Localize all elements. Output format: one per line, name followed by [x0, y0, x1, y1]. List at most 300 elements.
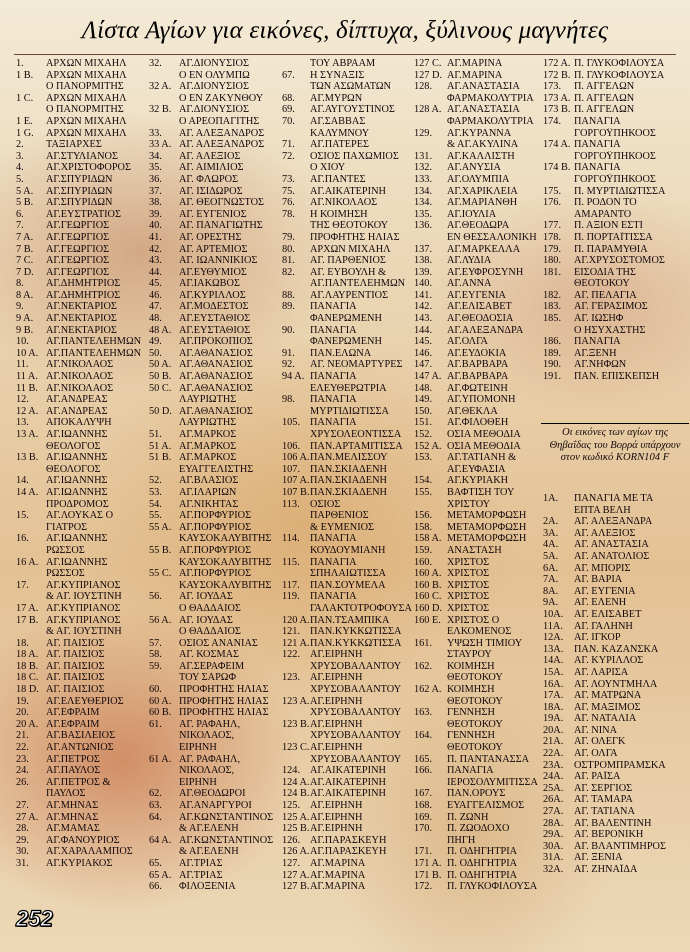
- item-number: 73.: [282, 173, 295, 185]
- item-name: ΑΓ. ΞΕΝΙΑ: [574, 852, 623, 864]
- item-name: ΠΑΝΑΓΙΑ: [310, 394, 357, 406]
- list-item: [543, 359, 690, 371]
- item-number: [149, 730, 179, 742]
- list-item: [149, 128, 287, 140]
- item-number: 160 D.: [414, 602, 443, 614]
- item-number: 63.: [149, 800, 162, 811]
- list-item: [16, 638, 148, 650]
- title-rule: [14, 54, 676, 55]
- item-number: 36.: [149, 173, 162, 185]
- item-number: 25A.: [543, 782, 564, 794]
- list-item: [149, 220, 287, 232]
- item-number: 181.: [543, 266, 562, 278]
- list-item: [16, 359, 148, 371]
- list-item: [149, 475, 287, 487]
- item-number: 158 A.: [414, 533, 442, 545]
- item-name: ΑΓ.ΒΑΡΒΑΡΑ: [447, 359, 509, 371]
- list-item: [16, 707, 148, 719]
- item-name: ΦΑΝΕΡΩΜΕΝΗ: [310, 313, 382, 325]
- list-item: [282, 116, 414, 128]
- item-name: ΑΓ.ΜΥΡΩΝ: [310, 92, 363, 104]
- list-item: [282, 104, 414, 116]
- item-number: 53.: [149, 486, 162, 498]
- item-name: Ο ΘΑΔΔΑΙΟΣ: [179, 602, 241, 614]
- item-number: 31A.: [543, 852, 564, 864]
- item-number: 52.: [149, 475, 162, 487]
- item-name: Π. ΠΑΡΑΜΥΘΙΑ: [574, 243, 648, 255]
- item-name: ΑΓ.ΔΗΜΗΤΡΙΟΣ: [46, 289, 121, 301]
- item-name: ΑΓ.ΚΑΛΛΙΣΤΗ: [447, 150, 515, 162]
- item-number: [414, 93, 447, 105]
- item-number: 162.: [414, 660, 433, 672]
- item-name: ΑΓ.ΑΘΑΝΑΣΙΟΣ: [179, 359, 253, 371]
- list-item: [16, 301, 148, 313]
- item-name: ΑΓ. ΠΕΛΑΓΙΑ: [574, 289, 637, 301]
- item-number: 15A.: [543, 666, 564, 678]
- list-item: [149, 730, 287, 742]
- item-name: ΑΓ.ΕΛΙΣΑΒΕΤ: [447, 301, 512, 313]
- list-item: [414, 533, 549, 545]
- list-item: [149, 278, 287, 290]
- item-name: ΧΡΙΣΤΟΣ: [447, 591, 490, 603]
- list-item: [149, 638, 287, 650]
- list-item: [16, 823, 148, 835]
- item-name: ΑΓ.ΘΕΟΔΟΣΙΑ: [447, 313, 514, 325]
- list-item: [282, 580, 414, 592]
- item-number: 119.: [282, 591, 300, 603]
- item-number: 183.: [543, 301, 562, 313]
- item-number: 7 B.: [16, 243, 34, 255]
- item-name: ΑΓ.ΕΙΡΗΝΗ: [310, 718, 363, 730]
- list-item: [543, 151, 690, 163]
- list-item: [414, 812, 549, 824]
- item-number: 105.: [282, 417, 301, 429]
- item-name: ΠΑΝ.ΣΚΙΑΔΕΝΗ: [310, 463, 387, 475]
- list-item: [149, 394, 287, 406]
- list-item: [282, 81, 414, 93]
- item-number: 71.: [282, 139, 295, 151]
- item-number: 174 B.: [543, 162, 571, 174]
- item-number: [149, 777, 179, 789]
- item-name: ΜΥΡΤΙΔΙΩΤΙΣΣΑ: [310, 405, 389, 417]
- item-name: Π. ΓΛΥΚΟΦΙΛΟΥΣΑ: [574, 69, 665, 81]
- list-item: [16, 800, 148, 812]
- item-name: ΤΩΝ ΑΣΩΜΑΤΩΝ: [310, 81, 391, 93]
- list-item: [282, 313, 414, 325]
- item-name: ΠΡΟΦΗΤΗΣ ΗΛΙΑΣ: [179, 695, 269, 707]
- item-name: ΑΓ. ΓΑΛΗΝΗ: [574, 620, 633, 632]
- list-item: [149, 499, 287, 511]
- item-number: [282, 661, 310, 673]
- list-item: [282, 638, 414, 650]
- item-number: [282, 336, 310, 348]
- item-number: 10A.: [543, 608, 564, 620]
- list-item: [149, 522, 287, 534]
- list-item: [16, 568, 148, 580]
- item-name: ΑΓ.ΣΑΒΒΑΣ: [310, 115, 366, 127]
- item-number: 146.: [414, 347, 433, 359]
- item-number: [149, 672, 179, 684]
- item-name: ΑΓ.ΑΘΑΝΑΣΙΟΣ: [179, 371, 253, 383]
- item-number: 3A.: [543, 527, 559, 539]
- list-item: [149, 591, 287, 603]
- list-item: [414, 162, 549, 174]
- list-item: [282, 139, 414, 151]
- item-number: 32A.: [543, 864, 564, 875]
- item-number: [16, 499, 46, 511]
- item-name: ΘΕΟΛΟΓΟΣ: [46, 440, 101, 452]
- item-number: 191.: [543, 371, 562, 383]
- item-number: 124 A.: [282, 776, 310, 788]
- item-number: 190.: [543, 359, 562, 371]
- list-item: [543, 609, 690, 621]
- item-number: 27 A.: [16, 811, 39, 823]
- item-number: 7 C.: [16, 255, 34, 267]
- item-name: ΑΓ.ΛΥΔΙΑ: [447, 255, 492, 267]
- item-number: 156.: [414, 510, 433, 522]
- item-number: 75.: [282, 185, 295, 197]
- item-number: [16, 788, 46, 800]
- item-number: 34.: [149, 150, 162, 162]
- item-number: [16, 626, 46, 638]
- list-item: [543, 574, 690, 586]
- list-item: [282, 359, 414, 371]
- list-item: [16, 615, 148, 627]
- list-item: [149, 174, 287, 186]
- item-name: ΚΑΥΣΟΚΑΛΥΒΙΤΗΣ: [179, 579, 272, 591]
- list-item: [149, 603, 287, 615]
- item-name: Ο ΑΡΕΟΠΑΓΙΤΗΣ: [179, 115, 260, 127]
- item-number: 19.: [16, 695, 29, 707]
- item-name: ΑΓ.ΠΕΤΡΟΣ: [46, 753, 100, 765]
- item-name: ΑΓ.ΠΟΡΦΥΡΙΟΣ: [179, 521, 252, 533]
- list-item: [149, 626, 287, 638]
- item-number: 175.: [543, 185, 562, 197]
- item-number: 168.: [414, 800, 433, 811]
- item-name: ΠΑΝΑΓΙΑ: [310, 324, 357, 336]
- item-number: 90.: [282, 324, 295, 336]
- item-name: ΑΓ. ΙΣΙΔΩΡΟΣ: [179, 185, 243, 197]
- item-name: ΑΓ.ΝΕΚΤΑΡΙΟΣ: [46, 301, 117, 313]
- item-number: [414, 742, 447, 754]
- item-number: [282, 58, 310, 70]
- item-number: 94 A.: [282, 371, 305, 383]
- item-number: [414, 139, 447, 151]
- item-name: ΑΓ.ΠΟΡΦΥΡΙΟΣ: [179, 544, 252, 556]
- item-number: 167.: [414, 788, 433, 800]
- item-number: 107 B.: [282, 486, 310, 498]
- list-item: [414, 278, 549, 290]
- item-number: 8 A.: [16, 289, 34, 301]
- item-name: ΑΓ.ΓΕΩΡΓΙΟΣ: [46, 255, 110, 267]
- item-number: 147.: [414, 359, 433, 371]
- list-item: [414, 591, 549, 603]
- list-item: [543, 852, 690, 864]
- item-number: [149, 116, 179, 128]
- item-number: [282, 707, 310, 719]
- list-item: [414, 116, 549, 128]
- list-item: [543, 70, 690, 82]
- list-item: [282, 707, 414, 719]
- item-number: 91.: [282, 347, 295, 359]
- list-item: [282, 823, 414, 835]
- item-number: 17 A.: [16, 602, 39, 614]
- item-number: [149, 823, 179, 835]
- item-number: 147 A.: [414, 371, 442, 383]
- list-item: [16, 858, 148, 870]
- list-item: [282, 162, 414, 174]
- list-item: [16, 464, 148, 476]
- item-name: ΑΓ.ΘΕΚΛΑ: [447, 405, 498, 417]
- list-item: [543, 794, 690, 806]
- item-name: ΧΡΙΣΤΟΣ Ο: [447, 614, 500, 626]
- item-number: 132.: [414, 162, 433, 174]
- item-number: 92.: [282, 359, 295, 371]
- list-item: [543, 621, 690, 633]
- item-number: 79.: [282, 231, 295, 243]
- item-name: ΠΑΝΑΓΙΑ: [574, 162, 621, 174]
- item-number: 124.: [282, 765, 301, 777]
- item-number: 22A.: [543, 748, 564, 760]
- list-item: [16, 128, 148, 140]
- item-name: ΑΓ.ΑΝΔΡΕΑΣ: [46, 394, 108, 406]
- item-name: ΕΠΤΑ ΒΕΛΗ: [574, 504, 631, 516]
- item-number: 10 A.: [16, 347, 39, 359]
- item-number: 172 B.: [543, 69, 571, 81]
- item-number: 27A.: [543, 806, 564, 818]
- item-name: ΧΡΙΣΤΟΣ: [447, 579, 490, 591]
- list-item: [149, 325, 287, 337]
- list-item: [149, 858, 287, 870]
- list-item: [149, 812, 287, 824]
- item-name: ΣΠΗΛΑΙΩΤΙΣΣΑ: [310, 568, 386, 580]
- item-name: ΑΓ.ΕΙΡΗΝΗ: [310, 672, 363, 684]
- item-number: 9 A.: [16, 313, 34, 325]
- item-name: ΦΑΡΜΑΚΟΛΥΤΡΙΑ: [447, 115, 534, 127]
- list-item: [282, 615, 414, 627]
- list-item: [414, 858, 549, 870]
- item-number: 18.: [16, 637, 29, 649]
- item-number: [282, 603, 310, 615]
- item-number: [543, 505, 574, 517]
- item-name: ΑΓ.ΜΑΡΚΕΛΛΑ: [447, 243, 521, 255]
- item-name: ΑΓ.ΝΙΚΟΛΑΟΣ: [46, 359, 114, 371]
- list-item: [149, 104, 287, 116]
- list-column-5: [543, 58, 690, 383]
- list-item: [543, 829, 690, 841]
- item-name: ΑΓ.ΤΡΙΑΣ: [179, 857, 223, 869]
- list-item: [543, 667, 690, 679]
- item-name: ΑΓ. ΠΑΙΣΙΟΣ: [46, 672, 105, 684]
- item-number: [414, 116, 447, 128]
- item-number: 9A.: [543, 597, 559, 609]
- list-item: [543, 771, 690, 783]
- item-number: 59.: [149, 660, 162, 672]
- item-name: ΘΕΟΤΟΚΟΥ: [447, 695, 503, 707]
- item-name: ΕΙΡΗΝΗ: [179, 742, 217, 754]
- item-name: ΑΓ. ΜΠΟΡΙΣ: [574, 562, 631, 574]
- item-number: 7 A.: [16, 231, 34, 243]
- list-item: [414, 835, 549, 847]
- item-number: 171 A.: [414, 857, 442, 869]
- item-name: ΑΓ. ΕΥΓΕΝΙΟΣ: [179, 208, 247, 220]
- item-name: ΑΓ. ΑΛΕΞΙΟΣ: [179, 150, 241, 162]
- list-item: [414, 441, 549, 453]
- list-item: [543, 93, 690, 105]
- item-name: ΑΓ. ΤΑΜΑΡΑ: [574, 794, 633, 806]
- item-number: 62.: [149, 788, 162, 800]
- item-number: 4.: [16, 162, 24, 174]
- item-number: 127 C.: [414, 58, 442, 69]
- item-number: 16 A.: [16, 556, 39, 568]
- list-item: [149, 232, 287, 244]
- item-number: 50 C.: [149, 382, 172, 394]
- list-item: [414, 417, 549, 429]
- item-number: 135.: [414, 208, 433, 220]
- list-item: [543, 255, 690, 267]
- item-name: ΑΓ.ΙΑΚΩΒΟΣ: [179, 278, 240, 290]
- item-number: 28A.: [543, 817, 564, 829]
- item-name: ΑΓ. ΒΑΛΕΝΤΙΝΗ: [574, 817, 652, 829]
- item-name: ΓΟΡΓΟΫΠΗΚΟΟΣ: [574, 150, 656, 162]
- list-item: [149, 58, 287, 70]
- item-name: ΑΓ.ΙΩΑΝΝΗΣ: [46, 475, 108, 487]
- item-number: 23A.: [543, 759, 564, 771]
- list-item: [414, 881, 549, 893]
- item-name: ΑΓ.ΕΙΡΗΝΗ: [310, 649, 363, 661]
- item-name: ΚΟΥΔΟΥΜΙΑΝΗ: [310, 544, 386, 556]
- item-name: ΓΕΝΝΗΣΗ: [447, 707, 495, 719]
- item-number: 115.: [282, 556, 300, 568]
- item-number: 160.: [414, 556, 433, 568]
- item-name: ΑΓ. ΠΑΙΣΙΟΣ: [46, 637, 105, 649]
- item-name: ΟΣΙΑ ΜΕΘΟΔΙΑ: [447, 440, 521, 452]
- item-number: 125 B.: [282, 823, 310, 835]
- item-name: ΑΓ.ΑΝΤΩΝΙΟΣ: [46, 742, 114, 754]
- item-number: 32.: [149, 58, 162, 69]
- list-item: [16, 348, 148, 360]
- item-number: 144.: [414, 324, 433, 336]
- item-name: ΘΕΟΤΟΚΟΥ: [447, 718, 503, 730]
- item-name: ΑΓ.ΜΑΡΙΝΑ: [310, 869, 366, 881]
- list-item: [16, 151, 148, 163]
- list-item: [149, 684, 287, 696]
- list-item: [149, 846, 287, 858]
- item-name: Η ΚΟΙΜΗΣΗ: [310, 208, 368, 220]
- list-item: [16, 533, 148, 545]
- list-item: [149, 881, 287, 893]
- item-name: ΑΓ.ΕΙΡΗΝΗ: [310, 811, 363, 823]
- list-item: [149, 336, 287, 348]
- list-item: [414, 58, 549, 70]
- item-name: ΧΡΥΣΟΒΑΛΑΝΤΟΥ: [310, 730, 402, 742]
- item-number: 178.: [543, 231, 562, 243]
- list-item: [414, 823, 549, 835]
- item-number: [16, 104, 46, 116]
- item-number: 19A.: [543, 713, 564, 725]
- list-item: [16, 522, 148, 534]
- item-number: 14.: [16, 475, 29, 487]
- item-number: 123 C.: [282, 742, 310, 754]
- list-item: [282, 812, 414, 824]
- list-item: [414, 371, 549, 383]
- item-name: ΡΩΣΣΟΣ: [46, 544, 85, 556]
- list-item: [149, 186, 287, 198]
- item-number: 72.: [282, 150, 295, 162]
- list-item: [149, 510, 287, 522]
- item-name: ΠΡΟΔΡΟΜΟΣ: [46, 498, 109, 510]
- list-item: [543, 104, 690, 116]
- item-number: 18 B.: [16, 660, 39, 672]
- item-number: 60 B.: [149, 707, 172, 719]
- list-item: [414, 638, 549, 650]
- item-number: 1 E.: [16, 115, 33, 127]
- item-name: ΑΓ. ΜΑΞΙΜΟΣ: [574, 701, 641, 713]
- item-name: ΑΓ. ΝΙΝΑ: [574, 724, 618, 736]
- item-name: ΑΓ. ΑΝΑΤΟΛΙΟΣ: [574, 550, 650, 562]
- item-name: ΑΓ.ΤΑΤΙΑΝΗ &: [447, 452, 517, 464]
- list-item: [16, 58, 148, 70]
- list-item: [16, 788, 148, 800]
- list-item: [414, 615, 549, 627]
- item-name: ΝΙΚΟΛΑΟΣ,: [179, 765, 235, 777]
- item-name: ΧΡΙΣΤΟΣ: [447, 556, 490, 568]
- item-number: [16, 568, 46, 580]
- item-number: 106 A.: [282, 452, 310, 464]
- list-item: [414, 603, 549, 615]
- item-name: Π. ΟΔΗΓΗΤΡΙΑ: [447, 846, 518, 858]
- item-number: 125.: [282, 800, 301, 811]
- item-number: 26A.: [543, 794, 564, 806]
- list-item: [149, 244, 287, 256]
- list-item: [149, 371, 287, 383]
- item-number: 126.: [282, 834, 301, 846]
- list-item: [282, 290, 414, 302]
- list-item: [543, 563, 690, 575]
- item-name: ΑΓ.ΔΙΟΝΥΣΙΟΣ: [179, 104, 249, 116]
- item-name: ΑΡΧΩΝ ΜΙΧΑΗΛ: [310, 243, 391, 255]
- list-item: [16, 220, 148, 232]
- item-name: Π. ΓΛΥΚΟΦΙΛΟΥΣΑ: [574, 58, 665, 69]
- item-name: ΚΟΙΜΗΣΗ: [447, 660, 495, 672]
- list-item: [414, 452, 549, 464]
- list-item: [282, 765, 414, 777]
- item-number: 145.: [414, 336, 433, 348]
- item-name: ΥΨΩΣΗ ΤΙΜΙΟΥ: [447, 637, 523, 649]
- item-name: ΑΓ.ΠΑΡΑΣΚΕΥΗ: [310, 834, 387, 846]
- item-number: 46.: [149, 289, 162, 301]
- list-item: [282, 846, 414, 858]
- list-item: [149, 823, 287, 835]
- item-number: 13.: [16, 417, 29, 429]
- item-number: 13A.: [543, 643, 564, 655]
- item-name: ΑΓ.ΥΠΟΜΟΝΗ: [447, 394, 516, 406]
- item-number: 142.: [414, 301, 433, 313]
- list-item: [543, 162, 690, 174]
- item-number: 1.: [16, 58, 24, 69]
- item-number: [16, 545, 46, 557]
- item-number: [543, 151, 574, 163]
- list-item: [282, 591, 414, 603]
- list-item: [543, 736, 690, 748]
- item-number: 123 B.: [282, 718, 310, 730]
- list-item: [149, 441, 287, 453]
- item-number: 51.: [149, 429, 162, 440]
- item-number: 17A.: [543, 690, 564, 702]
- list-item: [16, 244, 148, 256]
- item-number: 16A.: [543, 678, 564, 690]
- item-number: 121.: [282, 626, 301, 638]
